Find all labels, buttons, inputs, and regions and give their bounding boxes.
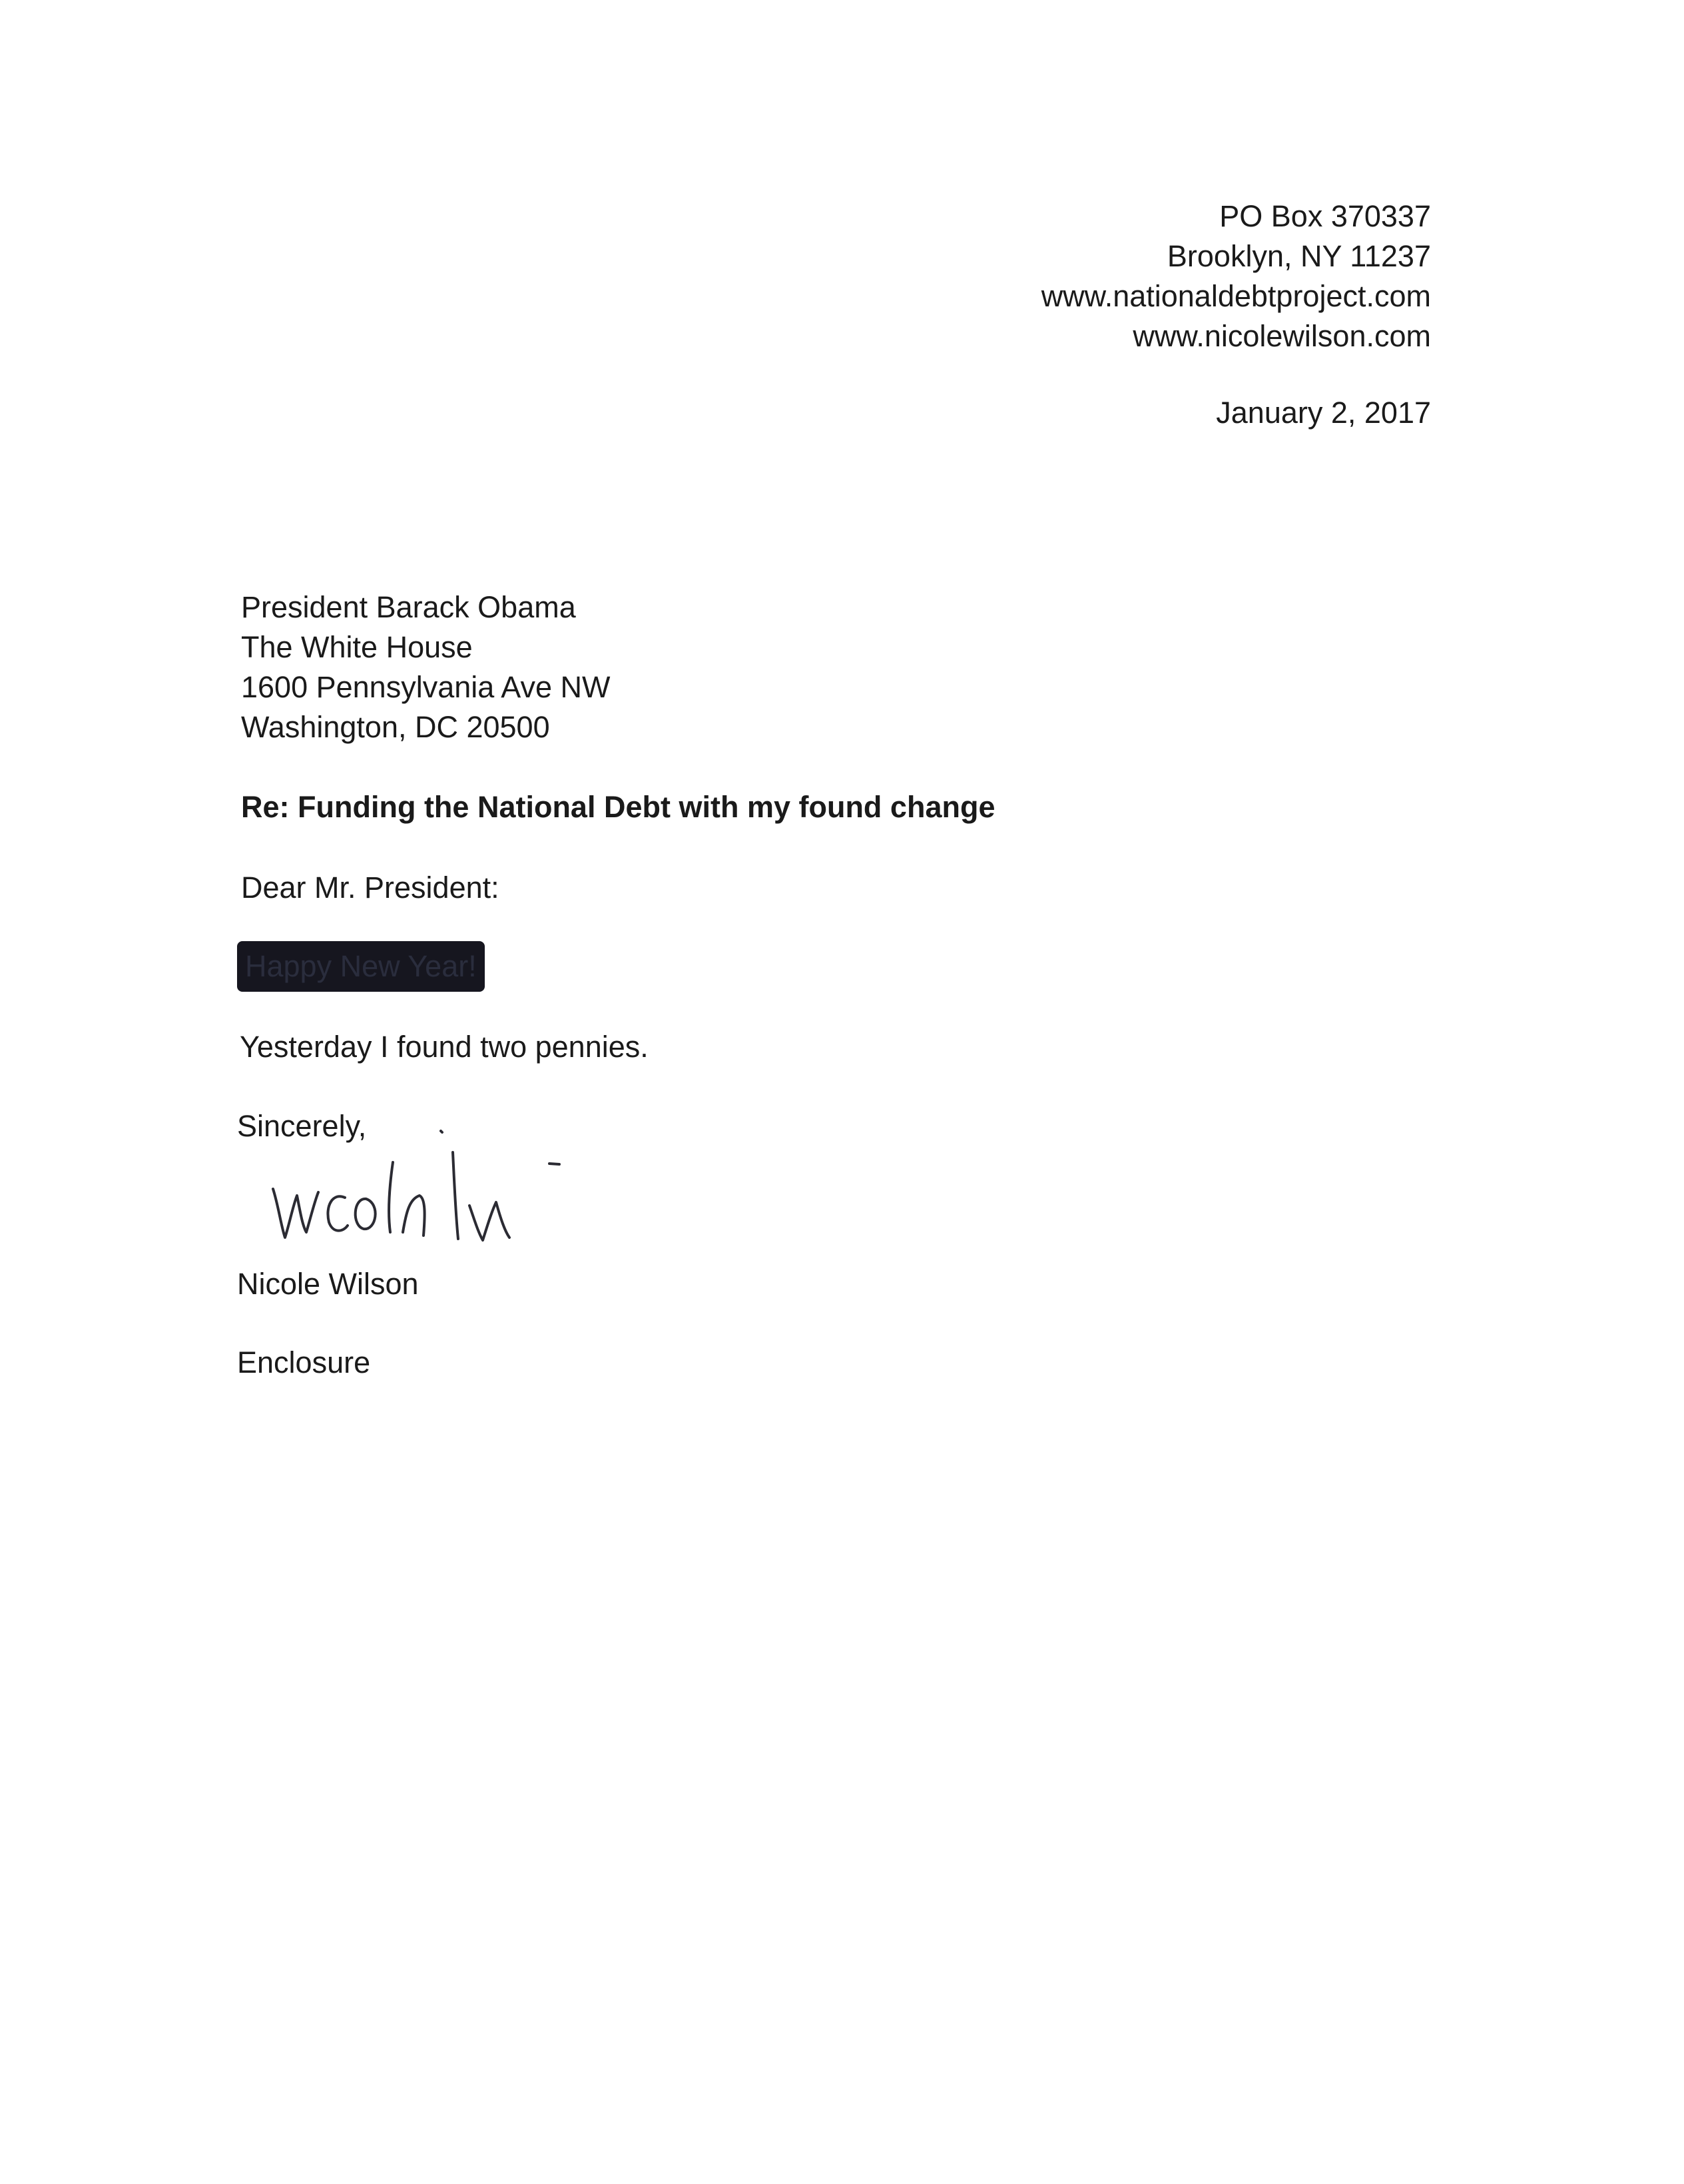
closing: Sincerely, (237, 1109, 367, 1143)
salutation: Dear Mr. President: (241, 871, 499, 905)
enclosure-note: Enclosure (237, 1345, 371, 1379)
return-address-line-2: Brooklyn, NY 11237 (1167, 239, 1431, 273)
handwritten-signature (266, 1126, 639, 1259)
return-address-website-1: www.nationaldebtproject.com (1041, 279, 1431, 313)
signer-name: Nicole Wilson (237, 1267, 419, 1301)
recipient-name: President Barack Obama (241, 590, 576, 624)
recipient-line-2: The White House (241, 630, 473, 664)
subject-line: Re: Funding the National Debt with my found change (241, 790, 995, 824)
return-address-line-1: PO Box 370337 (1219, 199, 1431, 233)
recipient-city: Washington, DC 20500 (241, 710, 550, 744)
letter-date: January 2, 2017 (1216, 396, 1431, 430)
recipient-address (241, 587, 611, 747)
redacted-line: Happy New Year! (237, 941, 485, 992)
recipient-street: 1600 Pennsylvania Ave NW (241, 670, 611, 704)
return-address (1041, 196, 1431, 356)
return-address-website-2: www.nicolewilson.com (1133, 319, 1431, 353)
body-text: Yesterday I found two pennies. (240, 1030, 649, 1064)
